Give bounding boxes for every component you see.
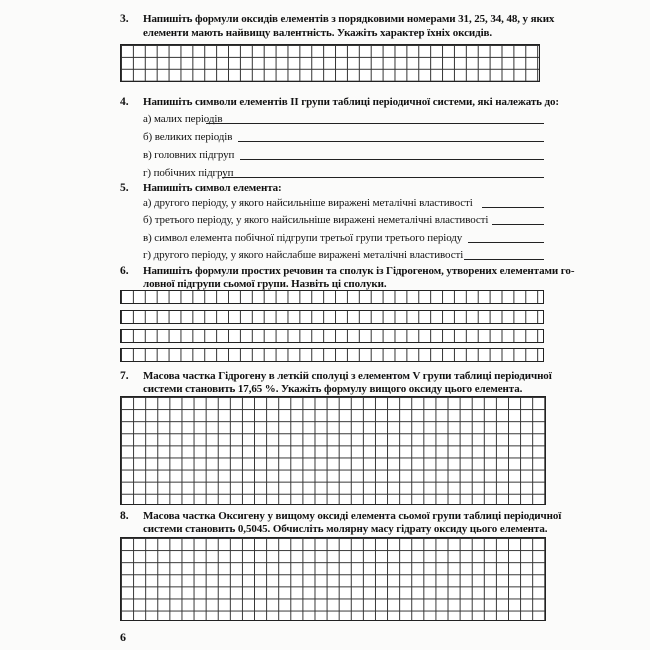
q5-item-c: в) символ елемента побічної підгрупи третьої групи третього періоду bbox=[143, 232, 463, 244]
q4-item-d: г) побічних підгруп bbox=[143, 167, 234, 179]
q7-answer-grid[interactable] bbox=[120, 396, 546, 505]
q8-answer-grid[interactable] bbox=[120, 537, 546, 621]
q3-answer-grid[interactable] bbox=[120, 44, 540, 82]
q4-item-a: а) малих періодів bbox=[143, 113, 223, 125]
q5-number: 5. bbox=[120, 182, 129, 194]
q5-item-b: б) третього періоду, у якого найсильніше виражені неметалічні властивості bbox=[143, 214, 489, 226]
q3-text-line1: Напишіть формули оксидів елементів з порядковими номерами 31, 25, 34, 48, у яких bbox=[143, 13, 555, 25]
q4-text: Напишіть символи елементів II групи таблиці періодичної системи, які належать до: bbox=[143, 96, 559, 108]
q8-number: 8. bbox=[120, 510, 129, 522]
q7-text-line1: Масова частка Гідрогену в леткій сполуці з елементом V групи таблиці періодичної bbox=[143, 370, 552, 382]
q8-text-line2: системи становить 0,5045. Обчисліть молярну масу гідрату оксиду цього елемента. bbox=[143, 523, 548, 535]
q5-answer-line-b[interactable] bbox=[492, 224, 544, 225]
q5-answer-line-a[interactable] bbox=[482, 207, 544, 208]
q8-text-line1: Масова частка Оксигену у вищому оксиді елемента сьомої групи таблиці періодичної bbox=[143, 510, 562, 522]
q4-answer-line-b[interactable] bbox=[238, 141, 544, 142]
q4-item-b: б) великих періодів bbox=[143, 131, 233, 143]
q4-answer-line-c[interactable] bbox=[240, 159, 544, 160]
q6-text-line1: Напишіть формули простих речовин та сполук із Гідрогеном, утворених елементами го- bbox=[143, 265, 575, 277]
q4-answer-line-a[interactable] bbox=[206, 123, 544, 124]
q6-text-line2: ловної підгрупи сьомої групи. Назвіть ці сполуки. bbox=[143, 278, 387, 290]
q4-item-c: в) головних підгруп bbox=[143, 149, 235, 161]
q5-item-d: г) другого періоду, у якого найслабше виражені металічні властивості bbox=[143, 249, 464, 261]
q6-answer-row-1[interactable] bbox=[120, 290, 544, 304]
q6-answer-row-4[interactable] bbox=[120, 348, 544, 362]
q6-answer-row-2[interactable] bbox=[120, 310, 544, 324]
page-number: 6 bbox=[120, 630, 126, 644]
q4-number: 4. bbox=[120, 96, 129, 108]
q5-item-a: а) другого періоду, у якого найсильніше виражені металічні властивості bbox=[143, 197, 473, 209]
q3-number: 3. bbox=[120, 13, 129, 25]
q5-answer-line-d[interactable] bbox=[464, 259, 544, 260]
q4-answer-line-d[interactable] bbox=[222, 177, 544, 178]
q7-text-line2: системи становить 17,65 %. Укажіть формулу вищого оксиду цього елемента. bbox=[143, 383, 523, 395]
q5-text: Напишіть символ елемента: bbox=[143, 182, 282, 194]
q7-number: 7. bbox=[120, 370, 129, 382]
q3-text-line2: елементи мають найвищу валентність. Укажіть характер їхніх оксидів. bbox=[143, 27, 493, 39]
q5-answer-line-c[interactable] bbox=[468, 242, 544, 243]
q6-number: 6. bbox=[120, 265, 129, 277]
q6-answer-row-3[interactable] bbox=[120, 329, 544, 343]
